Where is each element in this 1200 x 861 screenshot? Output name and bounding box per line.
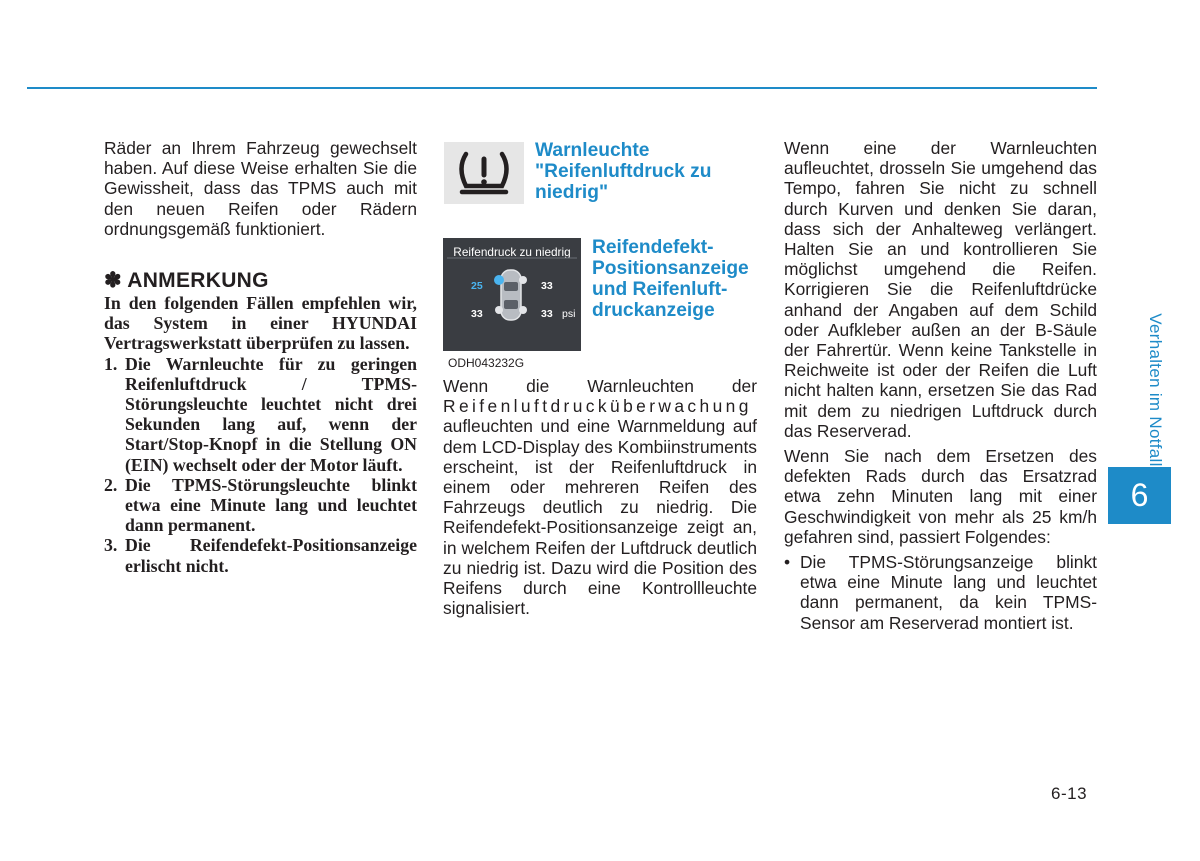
position-indicator-block bbox=[443, 238, 757, 368]
note-item-text: Die TPMS-Störungsleuchte blinkt etwa eine Minute lang und leuchtet dann permanent. bbox=[125, 474, 417, 536]
cluster-display-image bbox=[443, 238, 581, 351]
note-item bbox=[104, 354, 417, 475]
tpms-warning-icon bbox=[444, 142, 524, 204]
tire-pressure-front-left: 25 bbox=[471, 280, 483, 292]
column-1 bbox=[104, 138, 417, 576]
note-text: In den folgenden Fällen empfehlen wir, das System in einer HYUNDAI Vertragswerkstatt überprüfen zu lassen. bbox=[104, 293, 417, 354]
chapter-side-label bbox=[1135, 290, 1175, 490]
warning-light-title: Warnleuchte "Reifenluftdruck zu niedrig" bbox=[535, 140, 712, 203]
note-item-text: Die Reifendefekt-Positionsanzeige erlischt nicht. bbox=[125, 535, 417, 576]
column-2 bbox=[443, 138, 757, 618]
pressure-unit: psi bbox=[562, 308, 576, 320]
bullet-item bbox=[784, 552, 1097, 633]
note-item-text: Die Warnleuchte für zu geringen Reifenluftdruck / TPMS-Störungsleuchte leuchtet nicht drei Sekunden lang auf, wenn der Start/Stop-Knopf in die Stellung ON (EIN) wechselt oder der Motor läuft. bbox=[125, 353, 417, 475]
bullet-text: Die TPMS-Störungsanzeige blinkt etwa eine Minute lang und leuchtet dann permanent, da kein TPMS-Sensor am Reserverad montiert ist. bbox=[800, 552, 1097, 633]
page-number: 6-13 bbox=[1051, 784, 1088, 803]
chapter-tab: 6 bbox=[1108, 467, 1171, 524]
bullet-icon: • bbox=[784, 552, 791, 573]
chapter-title: Verhalten im Notfall bbox=[1146, 313, 1165, 467]
note-list bbox=[104, 354, 417, 576]
note-heading: ✽ ANMERKUNG bbox=[104, 269, 269, 293]
paragraph-2: Wenn Sie nach dem Ersetzen des defekten Rads durch das Ersatzrad etwa zehn Minuten lang mit einer Geschwindigkeit von mehr als 25 km/h gefahren sind, passiert Folgendes: bbox=[784, 446, 1097, 547]
note-item-number: 1. bbox=[104, 353, 118, 374]
note-item bbox=[104, 535, 417, 575]
tire-pressure-rear-right: 33 bbox=[541, 308, 553, 320]
position-indicator-title: Reifendefekt-Positionsanzeige und Reifenluft-druckanzeige bbox=[592, 237, 749, 321]
body-paragraph: aufleuchten und eine Warnmeldung auf dem LCD-Display des Kombiinstruments erscheint, ist der Reifenluftdruck in einem oder mehreren Reifen des Fahrzeugs deutlich zu niedrig. Die Reifendefekt-Positionsanzeige zeigt an, in welchem Reifen der Luftdruck deutlich zu niedrig ist. Dazu wird die Position des Reifens durch eine Kontrollleuchte signalisiert. bbox=[443, 416, 757, 619]
body-line-1: Wenn die Warnleuchten der bbox=[443, 376, 757, 396]
car-topview-icon bbox=[443, 238, 581, 351]
paragraph-1: Wenn eine der Warnleuchten aufleuchtet, drosseln Sie umgehend das Tempo, fahren Sie nicht zu schnell durch Kurven und denken Sie daran, dass sich der Anhalteweg verlängert. Halten Sie an und kontrollieren Sie möglichst umgehend die Reifen. Korrigieren Sie die Reifenluftdrücke anhand der Angaben auf dem Schild oder Aufkleber außen an der B-Säule der Fahrertür. Wenn keine Tankstelle in Reichweite ist oder der Reifen die Luft nicht halten kann, ersetzen Sie das Rad mit dem zu niedrigen Luftdruck durch das Reserverad. bbox=[784, 138, 1097, 441]
note-item-number: 2. bbox=[104, 474, 118, 495]
column-3 bbox=[784, 138, 1097, 633]
note-item bbox=[104, 475, 417, 536]
header-rule bbox=[27, 87, 1097, 89]
body-line-2: Reifenluftdrucküberwachung bbox=[443, 396, 752, 417]
note-item-number: 3. bbox=[104, 535, 118, 556]
intro-paragraph: Räder an Ihrem Fahrzeug gewechselt haben. Auf diese Weise erhalten Sie die Gewissheit, dass das TPMS auch mit den neuen Reifen oder Rädern ordnungsgemäß funktioniert. bbox=[104, 138, 417, 239]
cluster-title: Reifendruck zu niedrig bbox=[453, 245, 571, 259]
image-code: ODH043232G bbox=[448, 356, 525, 370]
tire-pressure-front-right: 33 bbox=[541, 280, 553, 292]
warning-light-block bbox=[443, 138, 757, 218]
tire-pressure-rear-left: 33 bbox=[471, 308, 483, 320]
